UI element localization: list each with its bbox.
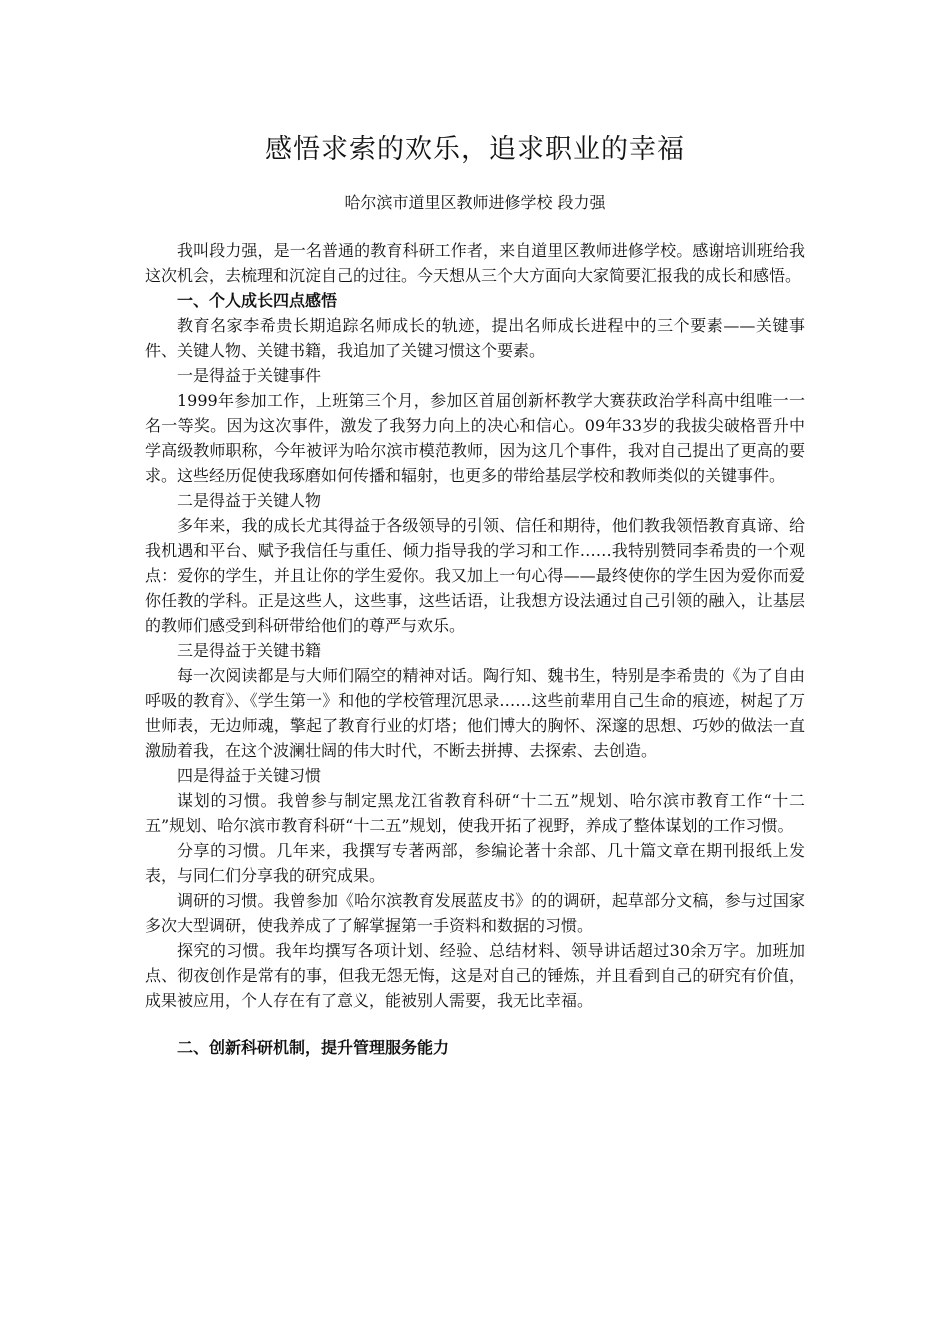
- subheading-key-people: 二是得益于关键人物: [177, 491, 322, 510]
- habit-exploring-paragraph: 探究的习惯。我年均撰写各项计划、经验、总结材料、领导讲话超过30余万字。加班加点、彻夜创作是常有的事，但我无怨无悔，这是对自己的锤炼，并且看到自己的研究有价值，成果被应用，个人存在有了意义，能被别人需要，我无比幸福。: [145, 941, 805, 1010]
- section-heading-2: 二、创新科研机制，提升管理服务能力: [177, 1038, 450, 1057]
- habit-planning-paragraph: 谋划的习惯。我曾参与制定黑龙江省教育科研“十二五”规划、哈尔滨市教育工作“十二五”规划、哈尔滨市教育科研“十二五”规划，使我开拓了视野，养成了整体谋划的工作习惯。: [145, 791, 805, 835]
- subheading-key-events: 一是得益于关键事件: [177, 366, 322, 385]
- section1-intro-paragraph: 教育名家李希贵长期追踪名师成长的轨迹，提出名师成长进程中的三个要素——关键事件、关键人物、关键书籍，我追加了关键习惯这个要素。: [145, 316, 805, 360]
- subheading-key-books: 三是得益于关键书籍: [177, 641, 322, 660]
- intro-paragraph: 我叫段力强，是一名普通的教育科研工作者，来自道里区教师进修学校。感谢培训班给我这次机会，去梳理和沉淀自己的过往。今天想从三个大方面向大家简要汇报我的成长和感悟。: [145, 241, 805, 285]
- key-people-paragraph: 多年来，我的成长尤其得益于各级领导的引领、信任和期待，他们教我领悟教育真谛、给我机遇和平台、赋予我信任与重任、倾力指导我的学习和工作……我特别赞同李希贵的一个观点：爱你的学生，并且让你的学生爱你。我又加上一句心得——最终使你的学生因为爱你而爱你任教的学科。正是这些人，这些事，这些话语，让我想方设法通过自己引领的融入，让基层的教师们感受到科研带给他们的尊严与欢乐。: [145, 516, 805, 635]
- section-heading-1: 一、个人成长四点感悟: [177, 291, 338, 310]
- habit-research-paragraph: 调研的习惯。我曾参加《哈尔滨教育发展蓝皮书》的的调研，起草部分文稿，参与过国家多次大型调研，使我养成了了解掌握第一手资料和数据的习惯。: [145, 891, 805, 935]
- key-books-paragraph: 每一次阅读都是与大师们隔空的精神对话。陶行知、魏书生，特别是李希贵的《为了自由呼吸的教育》、《学生第一》和他的学校管理沉思录……这些前辈用自己生命的痕迹，树起了万世师表，无边师魂，擎起了教育行业的灯塔；他们博大的胸怀、深邃的思想、巧妙的做法一直激励着我，在这个波澜壮阔的伟大时代，不断去拼搏、去探索、去创造。: [145, 666, 805, 760]
- key-events-paragraph: 1999年参加工作，上班第三个月，参加区首届创新杯教学大赛获政治学科高中组唯一一名一等奖。因为这次事件，激发了我努力向上的决心和信心。09年33岁的我拔尖破格晋升中学高级教师职称，今年被评为哈尔滨市模范教师，因为这几个事件，我对自己提出了更高的要求。这些经历促使我琢磨如何传播和辐射，也更多的带给基层学校和教师类似的关键事件。: [145, 391, 805, 485]
- habit-sharing-paragraph: 分享的习惯。几年来，我撰写专著两部，参编论著十余部、几十篇文章在期刊报纸上发表，与同仁们分享我的研究成果。: [145, 841, 805, 885]
- subheading-key-habits: 四是得益于关键习惯: [177, 766, 322, 785]
- document-title: 感悟求索的欢乐，追求职业的幸福: [265, 134, 685, 165]
- author-line: 哈尔滨市道里区教师进修学校 段力强: [344, 193, 606, 212]
- paragraph-spacer: [145, 1013, 805, 1035]
